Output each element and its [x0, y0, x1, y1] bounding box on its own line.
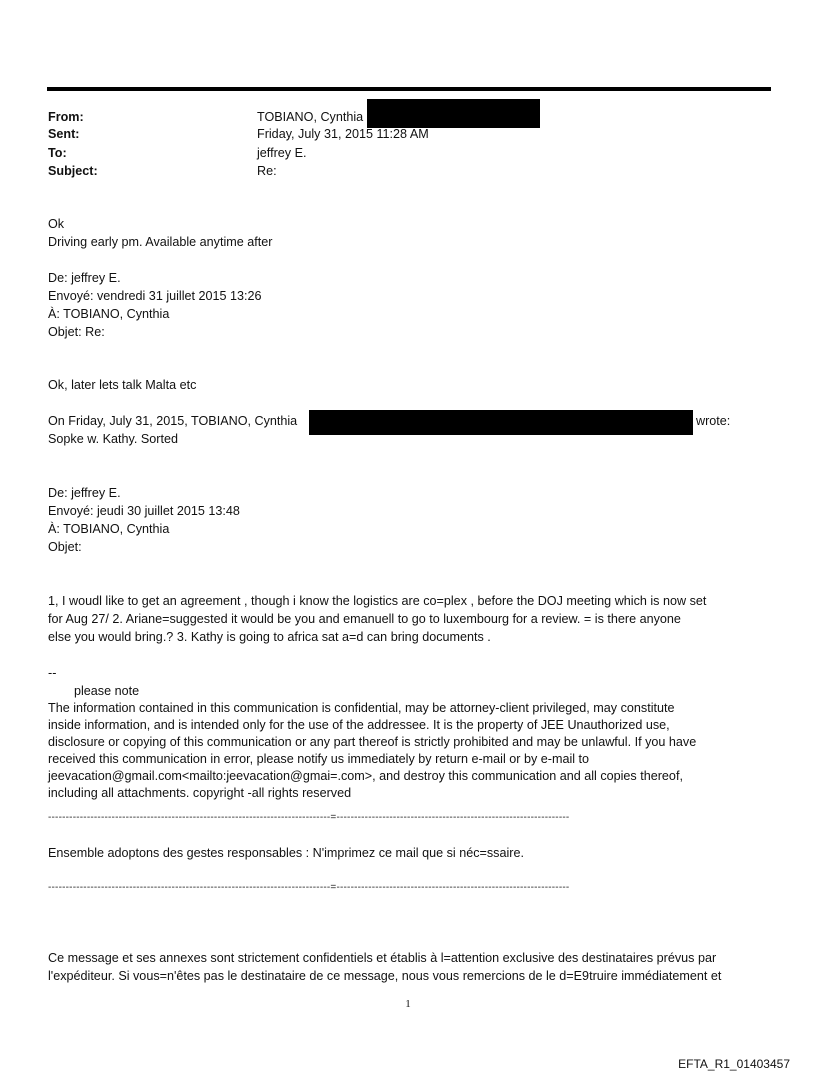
main-message	[48, 593, 773, 645]
french-notice-line: l'expéditeur. Si vous=n'êtes pas le destinataire de ce message, nous vous remercions de le d=E9truire immédiatement et	[48, 969, 722, 983]
quote-line: Envoyé: jeudi 30 juillet 2015 13:48	[48, 504, 240, 518]
separator-line: --------------------------------------------------------------------------------=------------------------------------------------------------------	[48, 812, 570, 823]
attribution-prefix: On Friday, July 31, 2015, TOBIANO, Cynthia	[48, 414, 298, 428]
please-note: please note	[74, 684, 140, 698]
header-rule	[47, 87, 771, 91]
quote-line: Objet: Re:	[48, 325, 105, 339]
reply-block-3	[48, 431, 773, 447]
sent-label: Sent:	[48, 127, 80, 141]
quote-line: De: jeffrey E.	[48, 486, 121, 500]
page-number: 1	[405, 998, 411, 1010]
separator-2	[48, 880, 688, 896]
french-notice	[48, 950, 773, 984]
disclaimer-line: The information contained in this communication is confidential, may be attorney-client privileged, may constitute	[48, 701, 675, 715]
attribution-suffix: wrote:	[696, 414, 731, 428]
disclaimer-line: received this communication in error, please notify us immediately by return e-mail or by e-mail to	[48, 752, 590, 766]
ensemble-notice	[48, 845, 773, 861]
signature-block	[48, 665, 773, 801]
disclaimer-line: inside information, and is intended only for the use of the addressee. It is the property of JEE Unauthorized use,	[48, 718, 670, 732]
french-notice-line: Ce message et ses annexes sont strictement confidentiels et établis à l=attention exclusive des destinataires prévus par	[48, 951, 717, 965]
separator-1	[48, 810, 688, 826]
disclaimer-line: jeevacation@gmail.com<mailto:jeevacation@gmai=.com>, and destroy this communication and all copies thereof,	[48, 769, 683, 783]
reply-line: Sopke w. Kathy. Sorted	[48, 432, 178, 446]
quote-line: À: TOBIANO, Cynthia	[48, 307, 170, 321]
bates-number: EFTA_R1_01403457	[678, 1057, 790, 1071]
from-value: TOBIANO, Cynthia	[257, 110, 364, 124]
sent-value: Friday, July 31, 2015 11:28 AM	[257, 127, 429, 141]
to-value: jeffrey E.	[257, 146, 307, 160]
subject-value: Re:	[257, 164, 277, 178]
message-line: 1, I woudl like to get an agreement , though i know the logistics are co=plex , before the DOJ meeting which is now set	[48, 594, 707, 608]
to-label: To:	[48, 146, 67, 160]
disclaimer-line: disclosure or copying of this communication or any part thereof is strictly prohibited and may be unlawful. If you have	[48, 735, 697, 749]
subject-label: Subject:	[48, 164, 98, 178]
quoted-header-1	[48, 270, 773, 340]
quote-line: De: jeffrey E.	[48, 271, 121, 285]
separator-line: --------------------------------------------------------------------------------=------------------------------------------------------------------	[48, 882, 570, 893]
quote-line: Envoyé: vendredi 31 juillet 2015 13:26	[48, 289, 262, 303]
quote-line: À: TOBIANO, Cynthia	[48, 522, 170, 536]
message-line: for Aug 27/ 2. Ariane=suggested it would be you and emanuell to go to luxembourg for a review. = is there anyone	[48, 612, 681, 626]
reply-line: Ok, later lets talk Malta etc	[48, 378, 197, 392]
reply-line: Driving early pm. Available anytime after	[48, 235, 273, 249]
ensemble-line: Ensemble adoptons des gestes responsables : N'imprimez ce mail que si néc=ssaire.	[48, 846, 524, 860]
quote-line: Objet:	[48, 540, 82, 554]
disclaimer-line: including all attachments. copyright -all rights reserved	[48, 786, 352, 800]
quoted-header-2	[48, 485, 773, 555]
reply-block-1	[48, 216, 773, 250]
signature-dash: --	[48, 666, 57, 680]
from-label: From:	[48, 110, 84, 124]
redaction-box-from	[367, 99, 540, 128]
reply-line: Ok	[48, 217, 65, 231]
reply-block-2	[48, 377, 773, 393]
message-line: else you would bring.? 3. Kathy is going to africa sat a=d can bring documents .	[48, 630, 491, 644]
